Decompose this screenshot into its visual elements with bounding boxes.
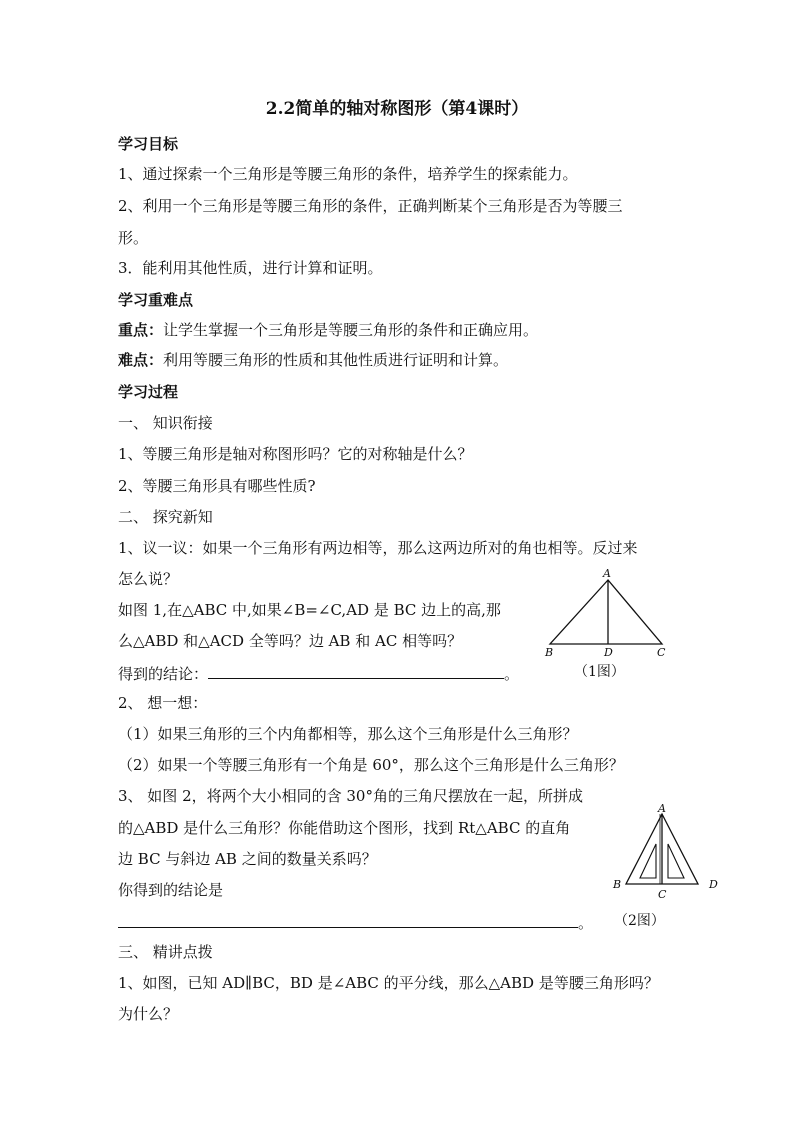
key-label: 重点： — [118, 321, 164, 339]
figure-2-set-squares — [608, 802, 724, 902]
left-set-square-hole — [640, 844, 656, 878]
goal-item-2: 2、利用一个三角形是等腰三角形的条件，正确判断某个三角形是否为等腰三 — [118, 197, 623, 215]
page-title: 2.2简单的轴对称图形（第4课时） — [265, 99, 529, 119]
example-1-line-2: 为什么？ — [118, 1005, 179, 1023]
goals-heading: 学习目标 — [118, 135, 179, 153]
question-3-line-4: 你得到的结论是 — [118, 881, 224, 899]
question-3-answer — [118, 911, 593, 933]
figure-1-caption: （1图） — [574, 664, 625, 680]
fig1-label-b: B — [545, 646, 554, 658]
section-3-title: 三、 精讲点拨 — [118, 943, 213, 961]
goal-item-2-cont: 形。 — [118, 229, 149, 247]
section-1-question-1: 1、等腰三角形是轴对称图形吗？它的对称轴是什么？ — [118, 445, 473, 463]
answer-end-2: 。 — [578, 914, 594, 932]
question-1-line-2: 怎么说？ — [118, 570, 179, 588]
goal-item-1: 1、通过探索一个三角形是等腰三角形的条件，培养学生的探索能力。 — [118, 165, 578, 183]
fig1-label-a: A — [603, 567, 611, 580]
hard-point — [118, 350, 508, 370]
section-2-title: 二、 探究新知 — [118, 508, 213, 526]
fig2-label-c: C — [658, 888, 667, 901]
fig1-label-c: C — [657, 646, 666, 658]
figure-1-triangle — [540, 566, 670, 658]
triangle-abc — [550, 580, 662, 644]
question-1-line-4: 么△ABD 和△ACD 全等吗？边 AB 和 AC 相等吗？ — [118, 632, 463, 650]
key-text: 让学生掌握一个三角形是等腰三角形的条件和正确应用。 — [163, 321, 539, 339]
question-3-line-1: 3、 如图 2，将两个大小相同的含 30°角的三角尺摆放在一起，所拼成 — [118, 787, 583, 805]
question-3-line-3: 边 BC 与斜边 AB 之间的数量关系吗？ — [118, 850, 377, 868]
section-1-title: 一、 知识衔接 — [118, 414, 213, 432]
answer-end: 。 — [504, 665, 520, 683]
fig2-label-a: A — [658, 802, 666, 815]
question-1-line-3: 如图 1,在△ABC 中,如果∠B=∠C,AD 是 BC 边上的高,那 — [118, 601, 501, 619]
question-1-answer — [118, 662, 519, 684]
right-set-square-hole — [668, 844, 684, 878]
question-3-line-2: 的△ABD 是什么三角形？你能借助这个图形，找到 Rt△ABC 的直角 — [118, 819, 571, 837]
question-2-title: 2、 想一想： — [118, 694, 208, 712]
question-2-sub-1: （1）如果三角形的三个内角都相等，那么这个三角形是什么三角形？ — [118, 725, 578, 743]
hard-label: 难点： — [118, 351, 164, 369]
fig2-label-b: B — [613, 878, 622, 891]
process-heading: 学习过程 — [118, 383, 179, 401]
example-1-line-1: 1、如图，已知 AD∥BC，BD 是∠ABC 的平分线，那么△ABD 是等腰三角形吗？ — [118, 974, 659, 992]
fig1-label-d: D — [604, 646, 613, 658]
question-2-sub-2: （2）如果一个等腰三角形有一个角是 60°，那么这个三角形是什么三角形？ — [118, 756, 624, 774]
answer-blank-1[interactable] — [208, 662, 504, 679]
answer-blank-2[interactable] — [118, 911, 578, 928]
keypoints-heading: 学习重难点 — [118, 291, 194, 309]
answer-label: 得到的结论： — [118, 665, 209, 683]
question-1-line-1: 1、议一议：如果一个三角形有两边相等，那么这两边所对的角也相等。反过来 — [118, 539, 638, 557]
section-1-question-2: 2、等腰三角形具有哪些性质? — [118, 477, 316, 495]
figure-2-caption: （2图） — [614, 913, 665, 929]
fig2-label-d: D — [709, 878, 718, 891]
goal-item-3: 3．能利用其他性质，进行计算和证明。 — [118, 259, 383, 277]
key-point — [118, 320, 538, 340]
hard-text: 利用等腰三角形的性质和其他性质进行证明和计算。 — [163, 351, 509, 369]
